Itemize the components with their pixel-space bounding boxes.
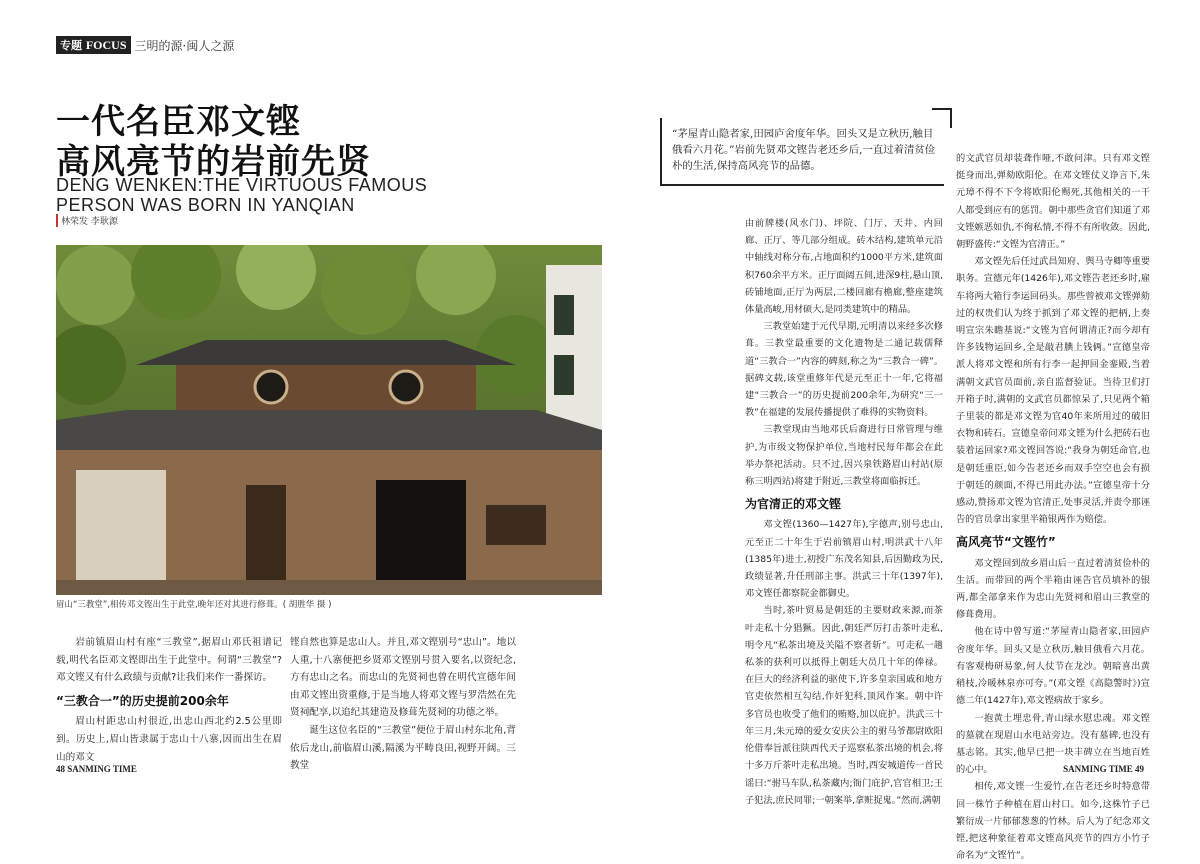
section-tag xyxy=(56,36,131,54)
sanjiao-hall-photo xyxy=(56,245,602,595)
paragraph: 邓文铿先后任过武昌知府、舆马寺卿等重要职务。宣德元年(1426年),邓文铿告老还乡时,雇车将两大箱行李运回码头。那些曾被邓文铿弹劾过的权贵们认为终于抓到了邓文铿的把柄,上奏明宣宗朱瞻基说:“文铿为官何谓清正?而今却有许多钱物运回乡,全是敲君腆上钱俩。”宣德皇帝派人将邓文铿和所有行李一起押回金銮殿,当着满朝文武官员面前,亲自监督验证。当待卫们打开箱子时,满朝的文武官员都惊呆了,只见两个箱子里装的都是邓文铿为官40年来所用过的破旧衣物和砖石。宣德皇帝问邓文铿为什么把砖石也装着运回家?邓文铿回答说:“我身为朝廷命官,也是朝廷重臣,如今告老还乡而双手空空也会有损于朝廷的颜面,不得已用此办法。”宣德皇帝十分感动,赞扬邓文铿为官清正,处事灵活,并责令那诬告的官员拿出家里半箱银两作为赔偿。 xyxy=(956,256,1150,526)
pull-quote: “茅屋青山隐者家,田园庐舍度年华。回头又是立秋历,触目俄看六月花。”岩前先贤邓文铿告老还乡后,一直过着清贫俭朴的生活,保持高风亮节的品德。 xyxy=(672,128,936,172)
photo-caption: 眉山“三教堂”,相传邓文铿出生于此堂,晚年还对其进行修葺。( 胡胜华 摄 ) xyxy=(56,600,332,610)
column-3 xyxy=(745,215,943,809)
paragraph: 的文武官员却装聋作哑,不敢问津。只有邓文铿挺身而出,弹劾欧阳伦。在邓文铿仗义诤言下,朱元璋不得不下令将欧阳伦赐死,其他相关的一干人都受到应有的惩罚。朝中那些贪官们知道了邓文铿嫉恶如仇,不徇私情,不得不有所收敛。因此,朝野盛传:“文铿为官清正。” xyxy=(956,153,1150,251)
column-2 xyxy=(290,634,516,775)
paragraph: 相传,邓文铿一生爱竹,在告老还乡时特意带回一株竹子种植在眉山村口。如今,这株竹子已繁衍成一片郁郁葱葱的竹林。后人为了纪念邓文铿,把这种象征着邓文铿高风亮节的四方小竹子命名为“文铿竹”。 xyxy=(956,781,1150,862)
section-heading-3: 高风亮节“文铿竹” xyxy=(956,535,1056,550)
paragraph: 诞生这位名臣的“三教堂”便位于眉山村东北角,背依后龙山,前临眉山溪,隔溪为平畴良田,视野开阔。三教堂 xyxy=(290,724,516,772)
paragraph: 邓文铿回到故乡眉山后一直过着清贫俭朴的生活。而带回的两个半箱由诬告官员填补的银两,都全部拿来作为忠山先贤祠和眉山三教堂的修葺费用。 xyxy=(956,557,1150,621)
paragraph: 邓文铿(1360—1427年),字德声,别号忠山,元至正二十年生于岩前镇眉山村,明洪武十八年(1385年)进士,初授广东茂名知县,后因勤政为民,政绩显著,升任刑部主事。洪武三十年(1397年),邓文铿任都察院金都御史。 xyxy=(745,519,943,600)
paragraph: 由前牌楼(风水门)、坪院、门厅、天井、内回廊、正厅、等几部分组成。砖木结构,建筑单元沿中轴线对称分布,占地面积约1000平方米,建筑面积760余平方米。正厅面阔五间,进深9柱,悬山顶,砖铺地面,正厅为两层,二楼回廊有檐廊,整座建筑体量高峻,用材硕大,是同类建筑中的精品。 xyxy=(745,218,943,316)
paragraph: 三教堂现由当地邓氏后裔进行日常管理与维护,为市级文物保护单位,当地村民每年都会在此举办祭祀活动。只不过,因兴泉铁路眉山村站(原称三明西站)将建于附近,三教堂将面临拆迁。 xyxy=(745,424,943,488)
column-1 xyxy=(56,634,282,766)
title-en-line-2: PERSON WAS BORN IN YANQIAN xyxy=(56,195,355,215)
article-title-cn xyxy=(56,102,371,182)
section-heading-2: 为官清正的邓文铿 xyxy=(745,497,842,512)
article-title-en xyxy=(56,175,427,215)
paragraph: 当时,茶叶贸易是朝廷的主要财政来源,而茶叶走私十分猖獗。因此,朝廷严厉打击茶叶走私,明令凡“私茶出境及关隘不察者斩”。可走私一趟私茶的获利可以抵得上朝廷大员几十年的俸禄。在巨大的经济利益的驱使下,许多皇亲国戚和地方官吏依然相互勾结,作奸犯科,顶风作案。朝中许多官员也收受了他们的贿赂,加以庇护。洪武三十年三月,朱元璋的爱女安庆公主的驸马爷都尉欧阳伦借奉旨派往陕西代天子巡察私茶出境的机会,将十多万斤茶叶走私出境。当时,西安城道传一首民谣曰:“驸马车队,私茶藏内;衙门庇护,官官相卫;王子犯法,庶民同罪;一朝案举,拿赃捉鬼。”然而,满朝 xyxy=(745,605,943,806)
title-en-line-1: DENG WENKEN:THE VIRTUOUS FAMOUS xyxy=(56,175,428,195)
paragraph: 他在诗中曾写道:“茅屋青山隐者家,田园庐舍度年华。回头又是立秋历,触目俄看六月花。有客观梅研易象,何人仗节在龙沙。朝暗喜出黄稍枝,冷暖林泉亦可夸。”(邓文铿《高隐警时》)宣德二年(1427年),邓文铿病故于家乡。 xyxy=(956,626,1150,707)
page-footer-right: SANMING TIME 49 xyxy=(1063,764,1144,774)
article-photo xyxy=(56,245,602,595)
section-tag-cn: 专题 xyxy=(60,39,82,52)
title-line-1: 一代名臣邓文铿 xyxy=(56,102,301,142)
title-line-2: 高风亮节的岩前先贤 xyxy=(56,142,371,182)
intro-paragraph: 岩前镇眉山村有座“三教堂”,据眉山邓氏祖谱记载,明代名臣邓文铿即出生于此堂中。何谓“三教堂”?邓文铿又有什么政绩与贡献?让我们来作一番探访。 xyxy=(56,637,282,684)
pull-quote-corner xyxy=(932,108,952,110)
paragraph: 三教堂始建于元代早期,元明清以来经多次修葺。三教堂最重要的文化遗物是二通记载儒释道“三教合一”内容的碑刻,称之为“三教合一碑”。据碑文载,该堂重修年代是元至正十一年,它将福建“三教合一”的历史提前200余年,为研究“三一教”在福建的发展传播提供了难得的实物资料。 xyxy=(745,321,943,419)
paragraph: 一抱黄土埋忠骨,青山绿水慰忠魂。邓文铿的墓就在现眉山水电站旁边。没有墓碑,也没有墓志铭。其实,他早已把一块丰碑立在当地百姓的心中。 xyxy=(956,712,1150,776)
section-heading-1: “三教合一”的历史提前200余年 xyxy=(56,693,229,708)
paragraph: 铿自然也算是忠山人。并且,邓文铿别号“忠山”。地以人重,十八寨便把乡贤邓文铿别号贯入要名,以资纪念,方有忠山之名。而忠山的先贤祠也曾在明代宣德年间由邓文铿出资重修,于是当地人将邓文铿与罗浩然在先贤祠配享,以追纪其建造及修葺先贤祠的功德之举。 xyxy=(290,637,516,719)
pull-quote-corner xyxy=(950,108,952,128)
section-subtitle: 三明的源·闽人之源 xyxy=(134,38,235,53)
column-4 xyxy=(956,150,1150,864)
article-authors: 林荣发 李耿源 xyxy=(56,214,118,227)
section-header xyxy=(56,36,234,54)
section-tag-en: FOCUS xyxy=(85,38,127,52)
paragraph: 眉山村距忠山村很近,出忠山西北约2.5公里即到。历史上,眉山皆隶属于忠山十八寨,因而出生在眉山的邓文 xyxy=(56,716,282,763)
page-footer-left: 48 SANMING TIME xyxy=(56,764,137,774)
